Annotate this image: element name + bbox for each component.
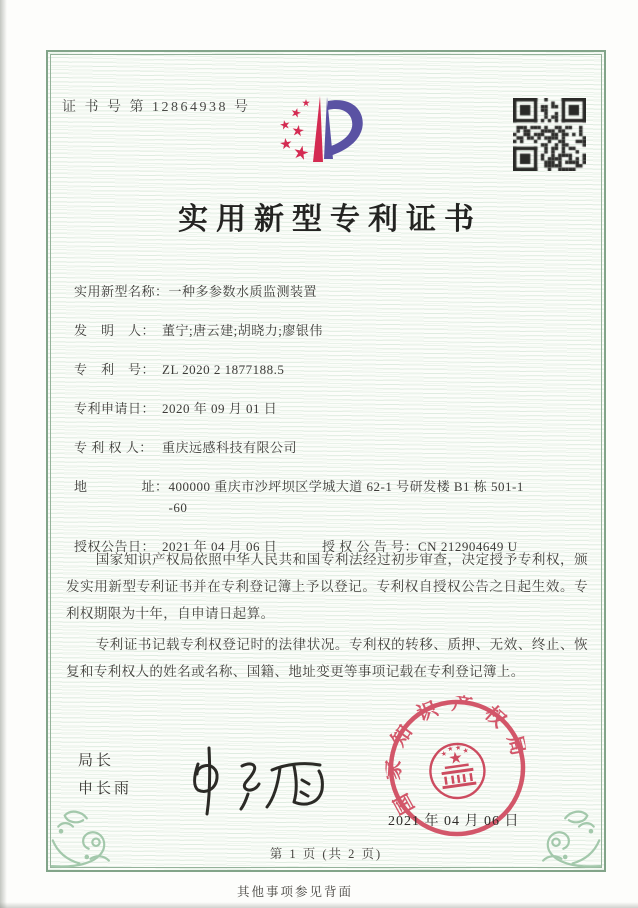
address-line-1: 400000 重庆市沙坪坝区学城大道 62-1 号研发楼 B1 栋 501-1	[168, 479, 524, 494]
field-value: CN 212904649 U	[418, 539, 518, 554]
back-note: 其他事项参见背面	[236, 885, 353, 899]
field-row-patent-number	[74, 359, 584, 380]
field-label: 专 利 号：	[74, 362, 156, 377]
field-value: 一种多参数水质监测装置	[168, 284, 318, 299]
director-signature-icon	[176, 742, 344, 818]
field-value: 2021 年 04 月 06 日	[162, 539, 278, 554]
cnipa-logo-icon	[270, 88, 370, 188]
field-row-patentee	[74, 437, 584, 458]
field-row-name	[74, 281, 584, 302]
field-row-address	[74, 476, 584, 518]
field-label: 授权公告日：	[74, 539, 156, 554]
address-line-2: -60	[168, 500, 188, 515]
legal-paragraph-1: 国家知识产权局依照中华人民共和国专利法经过初步审查，决定授予专利权，颁发实用新型专利证书并在专利登记簿上予以登记。专利权自授权公告之日起生效。专利权期限为十年，自申请日起算。	[66, 552, 588, 621]
field-value: 2020 年 09 月 01 日	[162, 401, 278, 416]
seal-text: 国家知识产权局	[382, 692, 533, 818]
field-row-inventors	[74, 320, 584, 341]
certificate-frame	[46, 50, 606, 872]
field-label: 实用新型名称：	[74, 284, 169, 299]
field-value	[169, 476, 584, 518]
field-list	[74, 281, 584, 575]
signer-name: 申长雨	[78, 781, 133, 797]
certificate-title: 实用新型专利证书	[178, 203, 482, 236]
field-value: 重庆远感科技有限公司	[162, 440, 298, 455]
field-label: 授 权 公 告 号：	[322, 539, 419, 554]
field-label: 发 明 人：	[74, 323, 156, 338]
page-number: 第 1 页 (共 2 页)	[269, 847, 383, 861]
field-label: 专 利 权 人：	[74, 440, 153, 455]
field-label: 专利申请日：	[74, 401, 156, 416]
legal-text	[66, 546, 588, 689]
signer-block	[78, 754, 132, 810]
certificate-number: 证 书 号 第 12864938 号	[62, 100, 251, 115]
field-label: 地 址：	[74, 479, 169, 494]
field-value: ZL 2020 2 1877188.5	[162, 362, 285, 377]
legal-paragraph-2: 专利证书记载专利权登记时的法律状况。专利权的转移、质押、无效、终止、恢复和专利权人的姓名或名称、国籍、地址变更等事项记载在专利登记簿上。	[66, 637, 588, 679]
signer-title: 局长	[78, 753, 115, 769]
qr-code	[513, 98, 586, 171]
field-value: 董宁;唐云建;胡晓力;廖银伟	[162, 323, 323, 338]
seal-date: 2021 年 04 月 06 日	[388, 814, 520, 829]
field-row-filing-date	[74, 398, 584, 419]
